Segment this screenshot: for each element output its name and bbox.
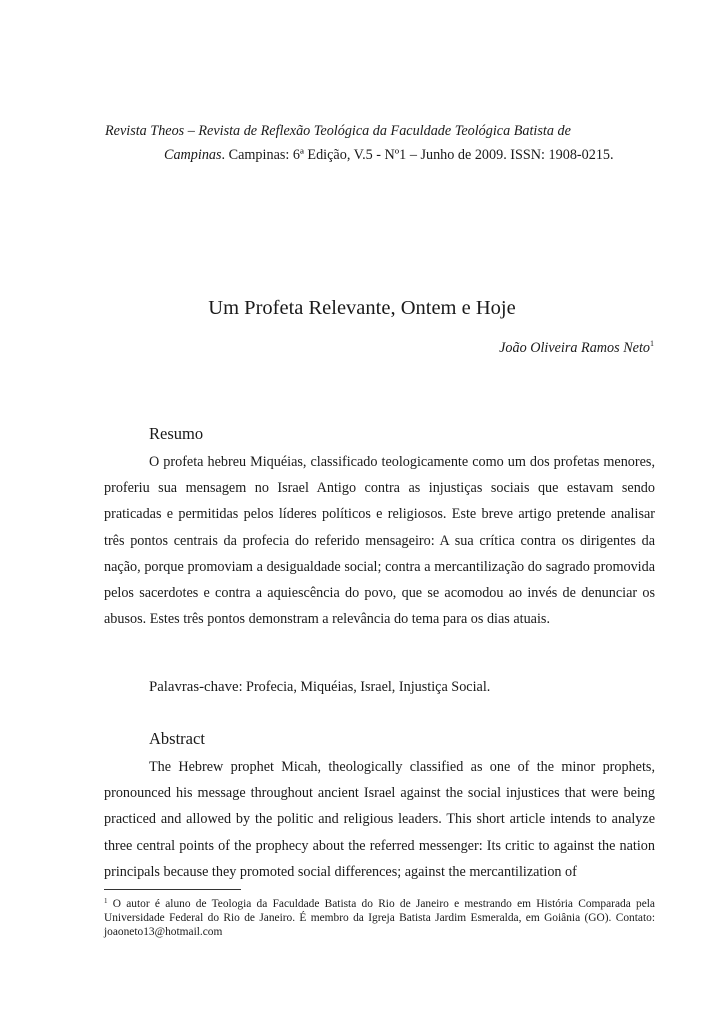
citation-line-2 <box>105 143 665 167</box>
resumo-heading: Resumo <box>149 424 204 443</box>
footnote-text: O autor é aluno de Teologia da Faculdade Batista do Rio de Janeiro e mestrando em História Comparada pela Universidade Federal do Rio de Janeiro. É membro da Igreja Batista Jardim Esmeralda, em Goiânia (GO). Contato: joaoneto13@hotmail.com <box>104 898 655 938</box>
citation-city-italic: Campinas <box>164 147 222 163</box>
journal-citation <box>105 119 665 167</box>
footnote-divider <box>104 889 241 890</box>
citation-details: . Campinas: 6ª Edição, V.5 - Nº1 – Junho de 2009. ISSN: 1908-0215. <box>221 147 614 163</box>
abstract-heading: Abstract <box>149 729 205 748</box>
article-title: Um Profeta Relevante, Ontem e Hoje <box>208 297 516 319</box>
resumo-paragraph: O profeta hebreu Miquéias, classificado teologicamente como um dos profetas menores, proferiu sua mensagem no Israel Antigo contra as injustiças sociais que estavam sendo praticadas e permitidas pelos líderes políticos e religiosos. Este breve artigo pretende analisar três pontos centrais da profecia do referido mensageiro: A sua crítica contra os dirigentes da nação, porque promoviam a desigualdade social; contra a mercantilização do sagrado promovida pelos sacerdotes e contra a aquiescência do povo, que se acomodou ao invés de denunciar os abusos. Estes três pontos demonstram a relevância do tema para os dias atuais. <box>104 454 655 628</box>
footnote <box>104 894 655 939</box>
citation-line-1: Revista Theos – Revista de Reflexão Teológica da Faculdade Teológica Batista de <box>105 123 571 139</box>
keywords-label: Palavras-chave <box>149 679 239 695</box>
author-footnote-mark: 1 <box>650 339 654 348</box>
author-name: João Oliveira Ramos Neto <box>499 340 650 356</box>
keywords-text: : Profecia, Miquéias, Israel, Injustiça Social. <box>238 679 491 695</box>
abstract-paragraph: The Hebrew prophet Micah, theologically classified as one of the minor prophets, pronounced his message throughout ancient Israel against the social injustices that were being practiced and allowed by the politic and religious leaders. This short article intends to analyze three central points of the prophecy about the referred messenger: Its critic to against the nation principals because they promoted social differences; against the mercantilization of <box>104 759 655 880</box>
footnote-mark: 1 <box>104 897 108 905</box>
author-line <box>499 334 654 358</box>
keywords-line <box>149 676 490 698</box>
